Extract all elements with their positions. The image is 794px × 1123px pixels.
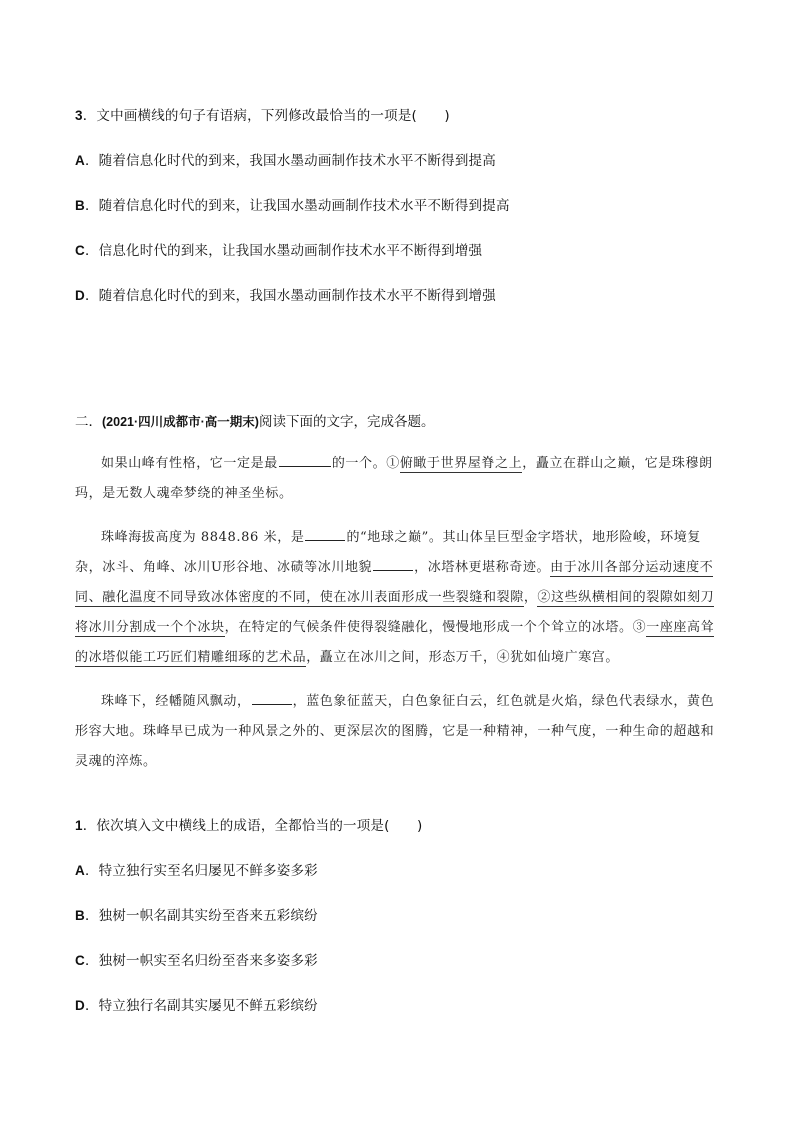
question-3-stem	[75, 104, 450, 124]
option-text: ．独树一帜名副其实纷至沓来五彩缤纷	[84, 908, 318, 924]
section-heading	[75, 410, 434, 430]
question-1-stem	[75, 814, 422, 834]
question-text: ．依次填入文中横线上的成语，全都恰当的一项是( )	[82, 818, 423, 834]
option-c	[75, 949, 318, 969]
text-run: ，	[523, 590, 538, 605]
text-run: 如果山峰有性格，它一定是最	[101, 456, 278, 471]
fill-blank	[373, 556, 413, 571]
text-run: 珠峰海拔高度为 8848.86 米，是	[101, 530, 305, 545]
fill-blank	[252, 690, 292, 705]
underlined-sentence: 一座座高耸的冰塔似能工巧匠们精雕细琢的艺术品	[75, 620, 715, 665]
text-run: ，冰塔林更堪称奇迹。	[414, 560, 551, 575]
passage-paragraph-2	[75, 523, 720, 673]
option-label: A	[75, 153, 85, 168]
underlined-sentence: 俯瞰于世界屋脊之上	[399, 456, 523, 471]
option-d	[75, 284, 496, 304]
option-text: ．随着信息化时代的到来，让我国水墨动画制作技术水平不断得到提高	[84, 198, 510, 214]
option-text: ．特立独行实至名归屡见不鲜多姿多彩	[84, 863, 318, 879]
text-run: 的“地球之巅”。其山体呈巨型金字塔状，地形险峻，环境复杂，冰斗、角峰、冰川U形谷地、冰碛等冰川地貌	[75, 530, 701, 575]
option-label: B	[75, 198, 85, 213]
fill-blank	[279, 452, 331, 467]
option-b	[75, 194, 510, 214]
underlined-sentence: 由于冰川各部分运动速度不同、融化温度不同导致冰体密度的不同，使在冰川表面形成一些裂缝和裂隙	[75, 560, 714, 605]
option-text: ．随着信息化时代的到来，我国水墨动画制作技术水平不断得到提高	[84, 153, 496, 169]
option-label: C	[75, 243, 85, 258]
option-label: D	[75, 998, 85, 1013]
passage-paragraph-1	[75, 449, 720, 509]
question-text: ．文中画横线的句子有语病，下列修改最恰当的一项是( )	[82, 108, 450, 124]
text-run: ，在特定的气候条件使得裂缝融化，慢慢地形成一个个耸立的冰塔。③	[224, 620, 647, 635]
text-run: 珠峰下，经幡随风飘动，	[101, 694, 251, 709]
underlined-sentence: ②这些纵横相间的裂隙如刻刀将冰川分割成一个个冰块	[75, 590, 715, 635]
option-text: ．特立独行名副其实屡见不鲜五彩缤纷	[84, 998, 318, 1014]
section-source: (2021·四川成都市·高一期末)	[102, 415, 259, 429]
text-run: 的一个。①	[331, 456, 400, 471]
option-text: ．随着信息化时代的到来，我国水墨动画制作技术水平不断得到增强	[84, 288, 496, 304]
option-d	[75, 994, 318, 1014]
option-label: C	[75, 953, 85, 968]
option-label: A	[75, 863, 85, 878]
option-b	[75, 904, 318, 924]
section-number: 二．	[75, 414, 102, 430]
reading-passage	[75, 449, 720, 777]
text-run: ，蓝色象征蓝天，白色象征白云，红色就是火焰，绿色代表绿水，黄色形容大地。珠峰早已成为一种风景之外的、更深层次的图腾，它是一种精神，一种气度，一种生命的超越和灵魂的淬炼。	[75, 694, 715, 769]
option-a	[75, 149, 496, 169]
fill-blank	[305, 526, 345, 541]
option-label: B	[75, 908, 85, 923]
option-text: ．信息化时代的到来，让我国水墨动画制作技术水平不断得到增强	[84, 243, 483, 259]
question-number: 3	[75, 108, 83, 123]
option-text: ．独树一帜实至名归纷至沓来多姿多彩	[84, 953, 318, 969]
text-run: ，矗立在群山之巅，它是珠穆朗玛，是无数人魂牵梦绕的神圣坐标。	[75, 456, 713, 501]
question-number: 1	[75, 818, 83, 833]
section-instruction: 阅读下面的文字，完成各题。	[258, 414, 435, 430]
text-run: ，矗立在冰川之间，形态万千，④犹如仙境广寒宫。	[306, 650, 620, 665]
option-a	[75, 859, 318, 879]
option-label: D	[75, 288, 85, 303]
option-c	[75, 239, 482, 259]
passage-paragraph-3	[75, 687, 720, 777]
